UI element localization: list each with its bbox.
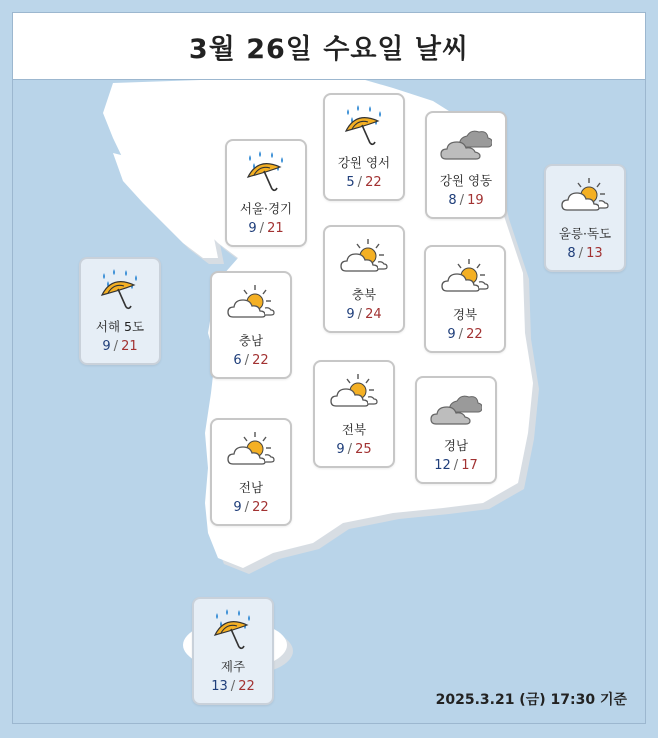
partly-sunny-icon <box>225 281 277 325</box>
temperature-range <box>194 679 272 694</box>
temperature-range <box>81 339 159 354</box>
partly-sunny-icon <box>225 428 277 472</box>
low-temp: 9 <box>102 339 111 354</box>
temperature-range <box>212 353 290 368</box>
temp-separator: / <box>578 246 584 261</box>
temp-separator: / <box>230 679 236 694</box>
temperature-range <box>427 193 505 208</box>
temp-separator: / <box>259 221 265 236</box>
rain-umbrella-icon <box>338 103 390 147</box>
high-temp: 21 <box>121 339 138 354</box>
temp-separator: / <box>244 500 250 515</box>
partly-sunny-icon <box>328 370 380 414</box>
weather-map-frame <box>12 12 646 724</box>
temp-separator: / <box>244 353 250 368</box>
partly-sunny-icon <box>559 174 611 218</box>
temp-separator: / <box>453 458 459 473</box>
temperature-range <box>315 442 393 457</box>
temperature-range <box>546 246 624 261</box>
region-card <box>425 111 507 219</box>
region-card <box>544 164 626 272</box>
low-temp: 9 <box>248 221 257 236</box>
low-temp: 8 <box>448 193 457 208</box>
cloudy-icon <box>440 121 492 165</box>
region-name: 전남 <box>238 480 264 495</box>
partly-sunny-icon <box>338 235 390 279</box>
high-temp: 22 <box>252 500 269 515</box>
low-temp: 9 <box>336 442 345 457</box>
region-card <box>192 597 274 705</box>
low-temp: 5 <box>346 175 355 190</box>
temperature-range <box>325 307 403 322</box>
region-card <box>79 257 161 365</box>
rain-umbrella-icon <box>207 607 259 651</box>
low-temp: 9 <box>447 327 456 342</box>
cloudy-icon <box>430 386 482 430</box>
low-temp: 12 <box>434 458 451 473</box>
temperature-range <box>227 221 305 236</box>
temperature-range <box>417 458 495 473</box>
temperature-range <box>325 175 403 190</box>
high-temp: 13 <box>586 246 603 261</box>
region-card <box>415 376 497 484</box>
high-temp: 21 <box>267 221 284 236</box>
low-temp: 9 <box>233 500 242 515</box>
low-temp: 8 <box>567 246 576 261</box>
region-name: 충남 <box>238 333 264 348</box>
temp-separator: / <box>357 307 363 322</box>
high-temp: 22 <box>466 327 483 342</box>
high-temp: 19 <box>467 193 484 208</box>
partly-sunny-icon <box>439 255 491 299</box>
page-title: 3월 26일 수요일 날씨 <box>188 33 470 65</box>
low-temp: 13 <box>211 679 228 694</box>
region-card <box>424 245 506 353</box>
high-temp: 25 <box>355 442 372 457</box>
timestamp: 2025.3.21 (금) 17:30 기준 <box>435 692 627 708</box>
high-temp: 22 <box>252 353 269 368</box>
temp-separator: / <box>347 442 353 457</box>
high-temp: 17 <box>461 458 478 473</box>
region-name: 울릉·독도 <box>558 226 612 241</box>
region-name: 경북 <box>452 307 478 322</box>
high-temp: 22 <box>238 679 255 694</box>
low-temp: 6 <box>233 353 242 368</box>
region-card <box>210 418 292 526</box>
region-card <box>323 93 405 201</box>
temperature-range <box>426 327 504 342</box>
temp-separator: / <box>357 175 363 190</box>
region-card <box>313 360 395 468</box>
region-name: 서해 5도 <box>95 319 145 334</box>
region-card <box>225 139 307 247</box>
region-name: 전북 <box>341 422 367 437</box>
region-name: 강원 영서 <box>337 155 391 170</box>
temp-separator: / <box>113 339 119 354</box>
temp-separator: / <box>458 327 464 342</box>
rain-umbrella-icon <box>240 149 292 193</box>
region-name: 충북 <box>351 287 377 302</box>
temperature-range <box>212 500 290 515</box>
region-name: 제주 <box>220 659 246 674</box>
temp-separator: / <box>459 193 465 208</box>
high-temp: 22 <box>365 175 382 190</box>
title-bar <box>13 13 645 80</box>
region-card <box>210 271 292 379</box>
region-name: 강원 영동 <box>439 173 493 188</box>
high-temp: 24 <box>365 307 382 322</box>
region-name: 서울·경기 <box>239 201 293 216</box>
low-temp: 9 <box>346 307 355 322</box>
region-card <box>323 225 405 333</box>
region-name: 경남 <box>443 438 469 453</box>
rain-umbrella-icon <box>94 267 146 311</box>
